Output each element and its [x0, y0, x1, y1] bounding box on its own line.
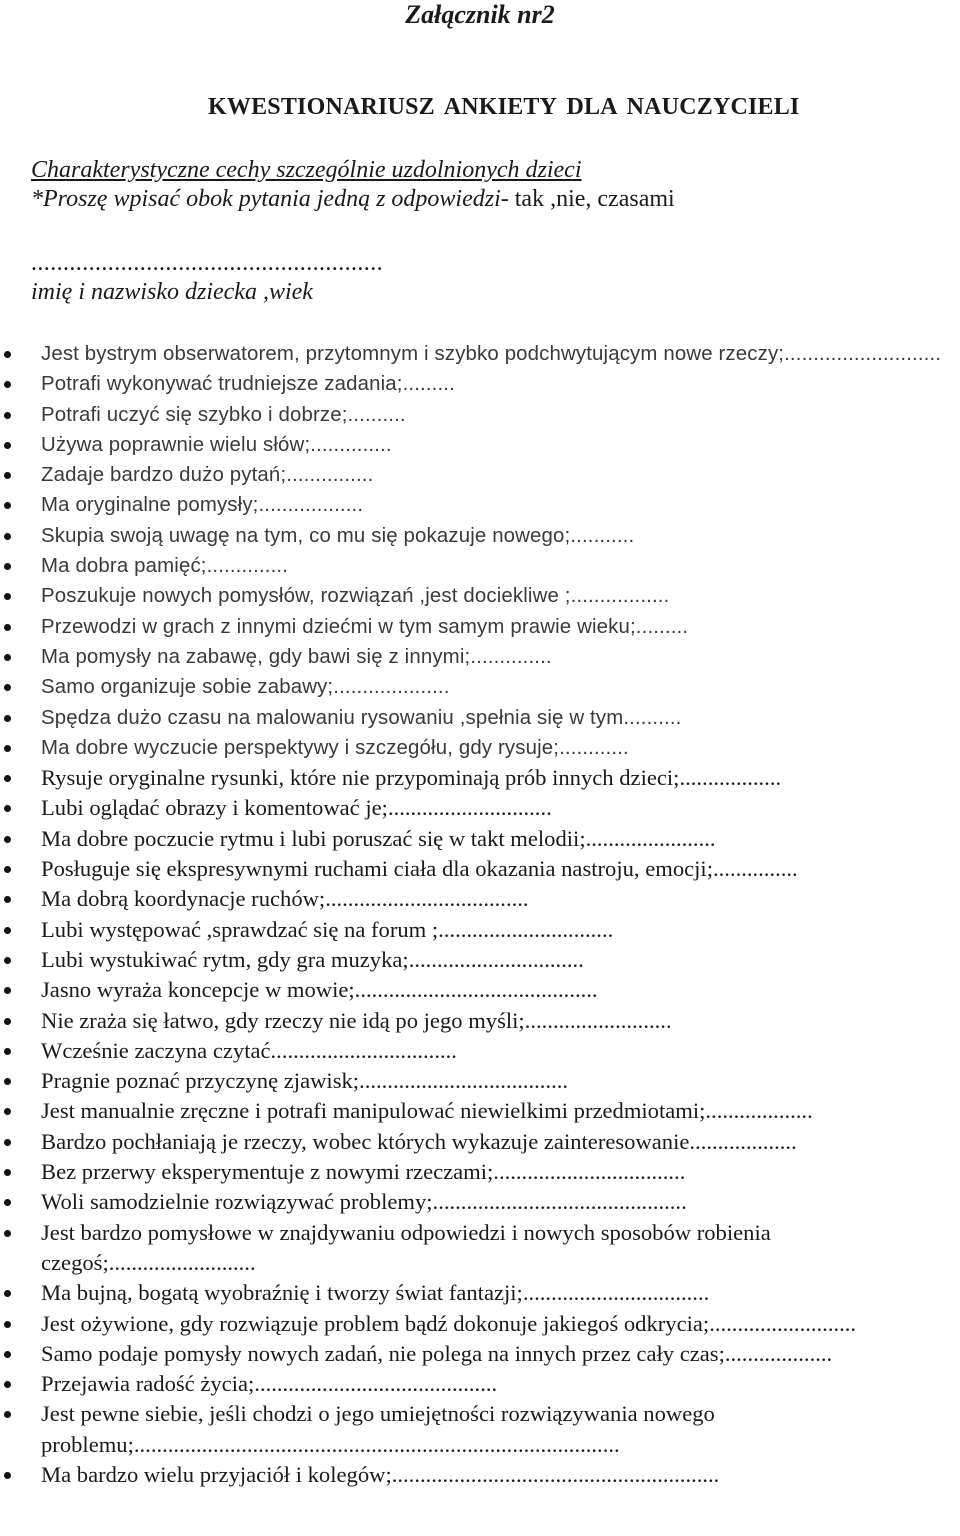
question-text: Lubi występować ,sprawdzać się na forum ;...............................: [41, 916, 614, 942]
bullet-icon: [4, 987, 11, 994]
bullet-icon: [4, 715, 11, 722]
list-item: [0, 1460, 960, 1490]
question-text: Jasno wyraża koncepcje w mowie;...........................................: [41, 977, 598, 1003]
list-item: [0, 1187, 960, 1217]
list-item: [0, 884, 960, 914]
question-text: Ma dobre wyczucie perspektywy i szczegółu, gdy rysuje;............: [41, 736, 629, 759]
bullet-icon: [4, 442, 11, 449]
question-text: Poszukuje nowych pomysłów, rozwiązań ,jest dociekliwe ;.................: [41, 585, 670, 608]
list-item: [0, 1157, 960, 1187]
list-item: [0, 945, 960, 975]
instruction-answers: tak ,nie, czasami: [514, 186, 675, 212]
bullet-icon: [4, 745, 11, 752]
bullet-icon: [4, 1169, 11, 1176]
question-text: Ma pomysły na zabawę, gdy bawi się z innymi;..............: [41, 645, 552, 668]
question-text: Ma bardzo wielu przyjaciół i kolegów;..........................................................: [41, 1461, 720, 1487]
question-text: Lubi wystukiwać rytm, gdy gra muzyka;...............................: [41, 946, 584, 972]
list-item: [0, 1218, 960, 1279]
list-item: [0, 1309, 960, 1339]
question-text: Potrafi wykonywać trudniejsze zadania;.........: [41, 373, 455, 396]
list-item: [0, 1006, 960, 1036]
question-text: Ma dobrą koordynacje ruchów;....................................: [41, 886, 529, 912]
question-text: Jest pewne siebie, jeśli chodzi o jego umiejętności rozwiązywania nowego problemu;......................................................................................: [41, 1401, 715, 1457]
bullet-icon: [4, 351, 11, 358]
question-text: Woli samodzielnie rozwiązywać problemy;.............................................: [41, 1189, 687, 1215]
list-item: [0, 369, 960, 399]
bullet-icon: [4, 624, 11, 631]
list-item: [0, 490, 960, 520]
list-item: [0, 1127, 960, 1157]
question-text: Samo podaje pomysły nowych zadań, nie polega na innych przez cały czas;...................: [41, 1340, 833, 1366]
instruction-italic: *Proszę wpisać obok pytania jedną z odpowiedzi-: [31, 186, 515, 212]
bullet-icon: [4, 472, 11, 479]
question-text: Spędza dużo czasu na malowaniu rysowaniu ,spełnia się w tym..........: [41, 706, 682, 729]
bullet-icon: [4, 957, 11, 964]
name-label: imię i nazwisko dziecka ,wiek: [31, 279, 313, 305]
bullet-icon: [4, 1381, 11, 1388]
bullet-icon: [4, 654, 11, 661]
bullet-icon: [4, 593, 11, 600]
question-list: [0, 339, 960, 1490]
question-text: Bez przerwy eksperymentuje z nowymi rzeczami;..................................: [41, 1159, 686, 1185]
bullet-icon: [4, 775, 11, 782]
instruction-text: [31, 184, 675, 214]
list-item: [0, 642, 960, 672]
bullet-icon: [4, 866, 11, 873]
list-item: [0, 1278, 960, 1308]
list-item: [0, 703, 960, 733]
bullet-icon: [4, 1078, 11, 1085]
bullet-icon: [4, 412, 11, 419]
bullet-icon: [4, 563, 11, 570]
bullet-icon: [4, 1290, 11, 1297]
list-item: [0, 612, 960, 642]
question-text: Ma dobra pamięć;..............: [41, 555, 289, 578]
bullet-icon: [4, 1108, 11, 1115]
list-item: [0, 1096, 960, 1126]
bullet-icon: [4, 684, 11, 691]
list-item: [0, 430, 960, 460]
questionnaire-heading: KWESTIONARIUSZ ANKIETY DLA NAUCZYCIELI: [208, 94, 800, 120]
bullet-icon: [4, 1411, 11, 1418]
list-item: [0, 854, 960, 884]
list-item: [0, 672, 960, 702]
bullet-icon: [4, 1048, 11, 1055]
question-text: Skupia swoją uwagę na tym, co mu się pokazuje nowego;...........: [41, 524, 635, 547]
bullet-icon: [4, 1351, 11, 1358]
question-text: Wcześnie zaczyna czytać.................................: [41, 1037, 457, 1063]
bullet-icon: [4, 1230, 11, 1237]
question-text: Jest bardzo pomysłowe w znajdywaniu odpowiedzi i nowych sposobów robienia czegoś;..........................: [41, 1219, 771, 1275]
bullet-icon: [4, 1472, 11, 1479]
question-text: Używa poprawnie wielu słów;..............: [41, 433, 392, 456]
question-text: Ma oryginalne pomysły;..................: [41, 494, 364, 517]
question-text: Nie zraża się łatwo, gdy rzeczy nie idą po jego myśli;..........................: [41, 1007, 672, 1033]
bullet-icon: [4, 381, 11, 388]
list-item: [0, 551, 960, 581]
list-item: [0, 581, 960, 611]
bullet-icon: [4, 896, 11, 903]
list-item: [0, 975, 960, 1005]
name-dotted-line: .......................................................: [31, 250, 383, 276]
question-text: Zadaje bardzo dużo pytań;...............: [41, 464, 374, 487]
question-text: Lubi oglądać obrazy i komentować je;.............................: [41, 795, 552, 821]
annex-title: Załącznik nr2: [405, 0, 555, 29]
question-text: Przewodzi w grach z innymi dziećmi w tym samym prawie wieku;.........: [41, 615, 689, 638]
list-item: [0, 733, 960, 763]
bullet-icon: [4, 1199, 11, 1206]
list-item: [0, 915, 960, 945]
bullet-icon: [4, 805, 11, 812]
bullet-icon: [4, 836, 11, 843]
bullet-icon: [4, 927, 11, 934]
question-text: Rysuje oryginalne rysunki, które nie przypominają prób innych dzieci;..................: [41, 765, 782, 791]
bullet-icon: [4, 533, 11, 540]
question-text: Samo organizuje sobie zabawy;....................: [41, 676, 450, 699]
question-text: Ma dobre poczucie rytmu i lubi poruszać się w takt melodii;.......................: [41, 825, 716, 851]
question-text: Posługuje się ekspresywnymi ruchami ciała dla okazania nastroju, emocji;...............: [41, 856, 798, 882]
bullet-icon: [4, 1321, 11, 1328]
question-text: Jest bystrym obserwatorem, przytomnym i szybko podchwytującym nowe rzeczy;...........................: [41, 343, 942, 365]
question-text: Potrafi uczyć się szybko i dobrze;..........: [41, 403, 406, 426]
question-text: Jest ożywione, gdy rozwiązuje problem bądź dokonuje jakiegoś odkrycia;..........................: [41, 1310, 857, 1336]
question-text: Ma bujną, bogatą wyobraźnię i tworzy świat fantazji;.................................: [41, 1280, 710, 1306]
questionnaire-subtitle: Charakterystyczne cechy szczególnie uzdolnionych dzieci: [31, 157, 582, 183]
question-text: Pragnie poznać przyczynę zjawisk;.....................................: [41, 1068, 569, 1094]
bullet-icon: [4, 1018, 11, 1025]
list-item: [0, 793, 960, 823]
question-text: Bardzo pochłaniają je rzeczy, wobec których wykazuje zainteresowanie...................: [41, 1128, 797, 1154]
list-item: [0, 1036, 960, 1066]
list-item: [0, 521, 960, 551]
list-item: [0, 763, 960, 793]
question-text: Jest manualnie zręczne i potrafi manipulować niewielkimi przedmiotami;...................: [41, 1098, 813, 1124]
list-item: [0, 460, 960, 490]
bullet-icon: [4, 502, 11, 509]
list-item: [0, 1399, 960, 1460]
question-text: Przejawia radość życia;...........................................: [41, 1371, 498, 1397]
bullet-icon: [4, 1139, 11, 1146]
list-item: [0, 339, 960, 369]
list-item: [0, 1339, 960, 1369]
list-item: [0, 824, 960, 854]
list-item: [0, 400, 960, 430]
list-item: [0, 1066, 960, 1096]
list-item: [0, 1369, 960, 1399]
